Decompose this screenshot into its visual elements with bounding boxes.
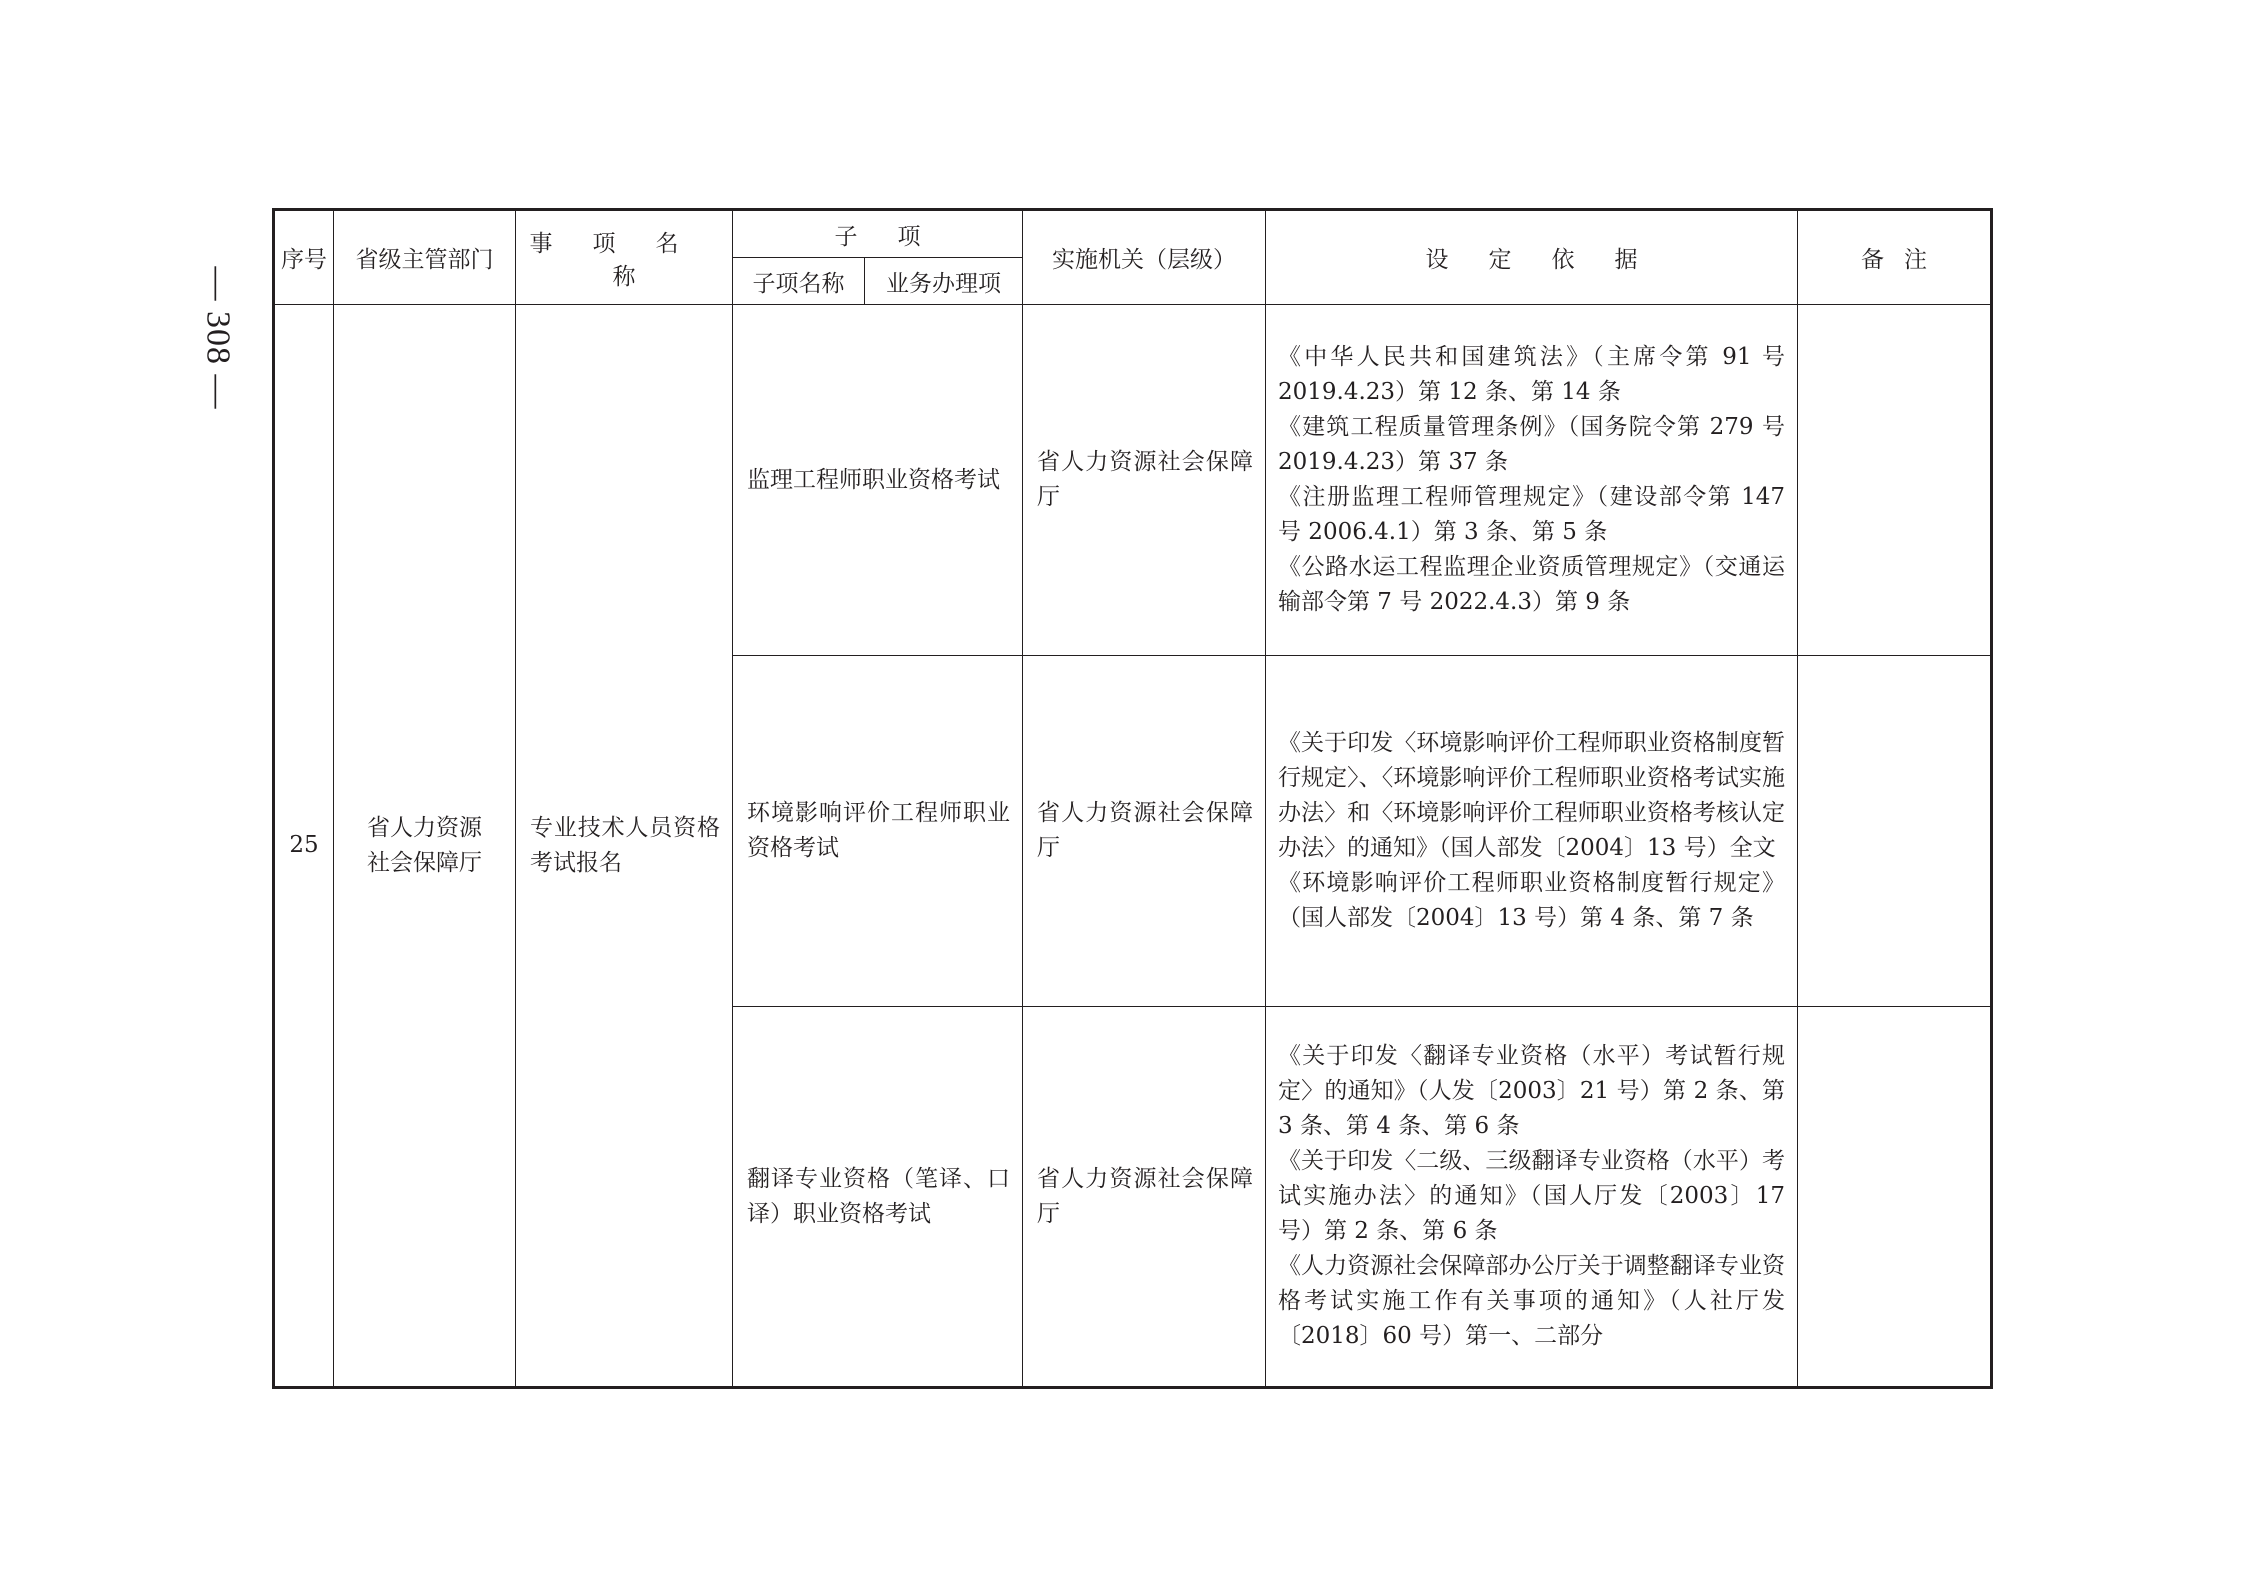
sub-item-name (733, 1007, 1023, 1388)
header-item-name-text: 事项名称 (529, 230, 719, 290)
sub-item-name (733, 305, 1023, 656)
sub-item-authority-text: 省人力资源社会保障厅 (1037, 449, 1253, 510)
basis-line: 《注册监理工程师管理规定》（建设部令第 147 号 2006.4.1）第 3 条、第 5 条 (1278, 484, 1785, 545)
basis-line: 《建筑工程质量管理条例》（国务院令第 279 号 2019.4.23）第 37 条 (1278, 414, 1785, 475)
header-sub-name: 子项名称 (733, 258, 865, 305)
regulation-table (272, 208, 1993, 1389)
header-sub-group-text: 子项 (834, 223, 961, 250)
sub-item-name-text: 监理工程师职业资格考试 (747, 466, 1000, 493)
sub-item-authority (1023, 1007, 1266, 1388)
sub-item-name-text: 环境影响评价工程师职业资格考试 (747, 800, 1010, 861)
header-seq: 序号 (274, 210, 334, 305)
row-dept (334, 305, 516, 1388)
basis-line: 《中华人民共和国建筑法》（主席令第 91 号 2019.4.23）第 12 条、第 14 条 (1278, 344, 1785, 405)
header-basis-text: 设定依据 (1425, 247, 1678, 273)
sub-item-remarks (1798, 305, 1992, 656)
row-seq: 25 (274, 305, 334, 1388)
basis-line: 《人力资源社会保障部办公厅关于调整翻译专业资格考试实施工作有关事项的通知》（人社厅发〔2018〕60 号）第一、二部分 (1278, 1253, 1785, 1349)
sub-item-authority-text: 省人力资源社会保障厅 (1037, 800, 1253, 861)
sub-item-name-text: 翻译专业资格（笔译、口译）职业资格考试 (747, 1165, 1010, 1227)
page-number (182, 245, 252, 430)
header-basis (1266, 210, 1798, 305)
basis-line: 《关于印发〈环境影响评价工程师职业资格制度暂行规定〉、〈环境影响评价工程师职业资格考试实施办法〉和〈环境影响评价工程师职业资格考核认定办法〉的通知》（国人部发〔2004〕13 号）全文 (1278, 730, 1785, 861)
basis-line: 《环境影响评价工程师职业资格制度暂行规定》（国人部发〔2004〕13 号）第 4 条、第 7 条 (1278, 870, 1785, 931)
row-dept-text: 省人力资源社会保障厅 (367, 814, 482, 876)
sub-item-basis (1266, 305, 1798, 656)
page-number-text: — 308 — (199, 266, 236, 409)
basis-line: 《公路水运工程监理企业资质管理规定》（交通运输部令第 7 号 2022.4.3）第 9 条 (1278, 554, 1785, 615)
sub-item-authority (1023, 305, 1266, 656)
header-dept: 省级主管部门 (334, 210, 516, 305)
header-remarks (1798, 210, 1992, 305)
row-item-name-text: 专业技术人员资格考试报名 (530, 814, 720, 876)
sub-item-authority-text: 省人力资源社会保障厅 (1037, 1165, 1253, 1227)
header-sub-group (733, 210, 1023, 258)
sub-item-name (733, 656, 1023, 1007)
header-business-item: 业务办理项 (865, 258, 1023, 305)
sub-item-remarks (1798, 1007, 1992, 1388)
sub-item-authority (1023, 656, 1266, 1007)
header-item-name (516, 210, 733, 305)
row-item-name (516, 305, 733, 1388)
sub-item-basis (1266, 656, 1798, 1007)
table-row (274, 305, 1992, 656)
sub-item-remarks (1798, 656, 1992, 1007)
header-remarks-text: 备注 (1861, 247, 1947, 273)
header-row-top (274, 210, 1992, 258)
header-authority: 实施机关（层级） (1023, 210, 1266, 305)
sub-item-basis (1266, 1007, 1798, 1388)
basis-line: 《关于印发〈翻译专业资格（水平）考试暂行规定〉的通知》（人发〔2003〕21 号）第 2 条、第 3 条、第 4 条、第 6 条 (1278, 1043, 1785, 1139)
basis-line: 《关于印发〈二级、三级翻译专业资格（水平）考试实施办法〉的通知》（国人厅发〔2003〕17 号）第 2 条、第 6 条 (1278, 1148, 1785, 1244)
